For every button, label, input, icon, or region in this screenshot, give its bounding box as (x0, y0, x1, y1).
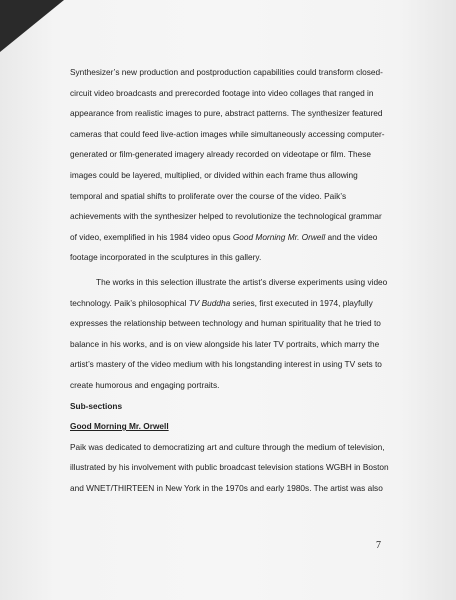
paragraph-synthesizer: Synthesizer’s new production and postproduction capabilities could transform closed-circuit video broadcasts and prerecorded footage into video collages that ranged in appearance from realistic images to pure, abstract patterns. The synthesizer featured cameras that could feed live-action images while simultaneously accessing computer-generated or film-generated imagery already recorded on videotape or film. These images could be layered, multiplied, or divided within each frame thus allowing temporal and spatial shifts to proliferate over the course of the video. Paik’s achievements with the synthesizer helped to revolutionize the technological grammar of video, exemplified in his 1984 video opus Good Morning Mr. Orwell and the video footage incorporated in the sculptures in this gallery. (70, 67, 385, 263)
title-tv-buddha: TV Buddha (188, 297, 231, 308)
paragraph-paik-dedicated: Paik was dedicated to democratizing art and culture through the medium of television, illustrated by his involvement with public broadcast television stations WGBH in Boston and WNET/THIRTEEN in New York in the 1970s and early 1980s. The artist was also (70, 441, 389, 493)
page-number: 7 (376, 540, 381, 551)
section-title: Good Morning Mr. Orwell (70, 421, 169, 432)
sub-sections-heading: Sub-sections (70, 400, 123, 411)
title-good-morning-mr-orwell: Good Morning Mr. Orwell (232, 231, 326, 242)
body-text (70, 62, 390, 498)
paragraph-selection: The works in this selection illustrate the artist’s diverse experiments using video technology. Paik’s philosophical TV Buddha series, first executed in 1974, playfully expresses the relationship between technology and human spirituality that he tried to balance in his works, and is on view alongside his later TV portraits, which marry the artist’s mastery of the video medium with his longstanding interest in using TV sets to create humorous and engaging portraits. (70, 276, 388, 390)
folded-corner (0, 0, 64, 52)
